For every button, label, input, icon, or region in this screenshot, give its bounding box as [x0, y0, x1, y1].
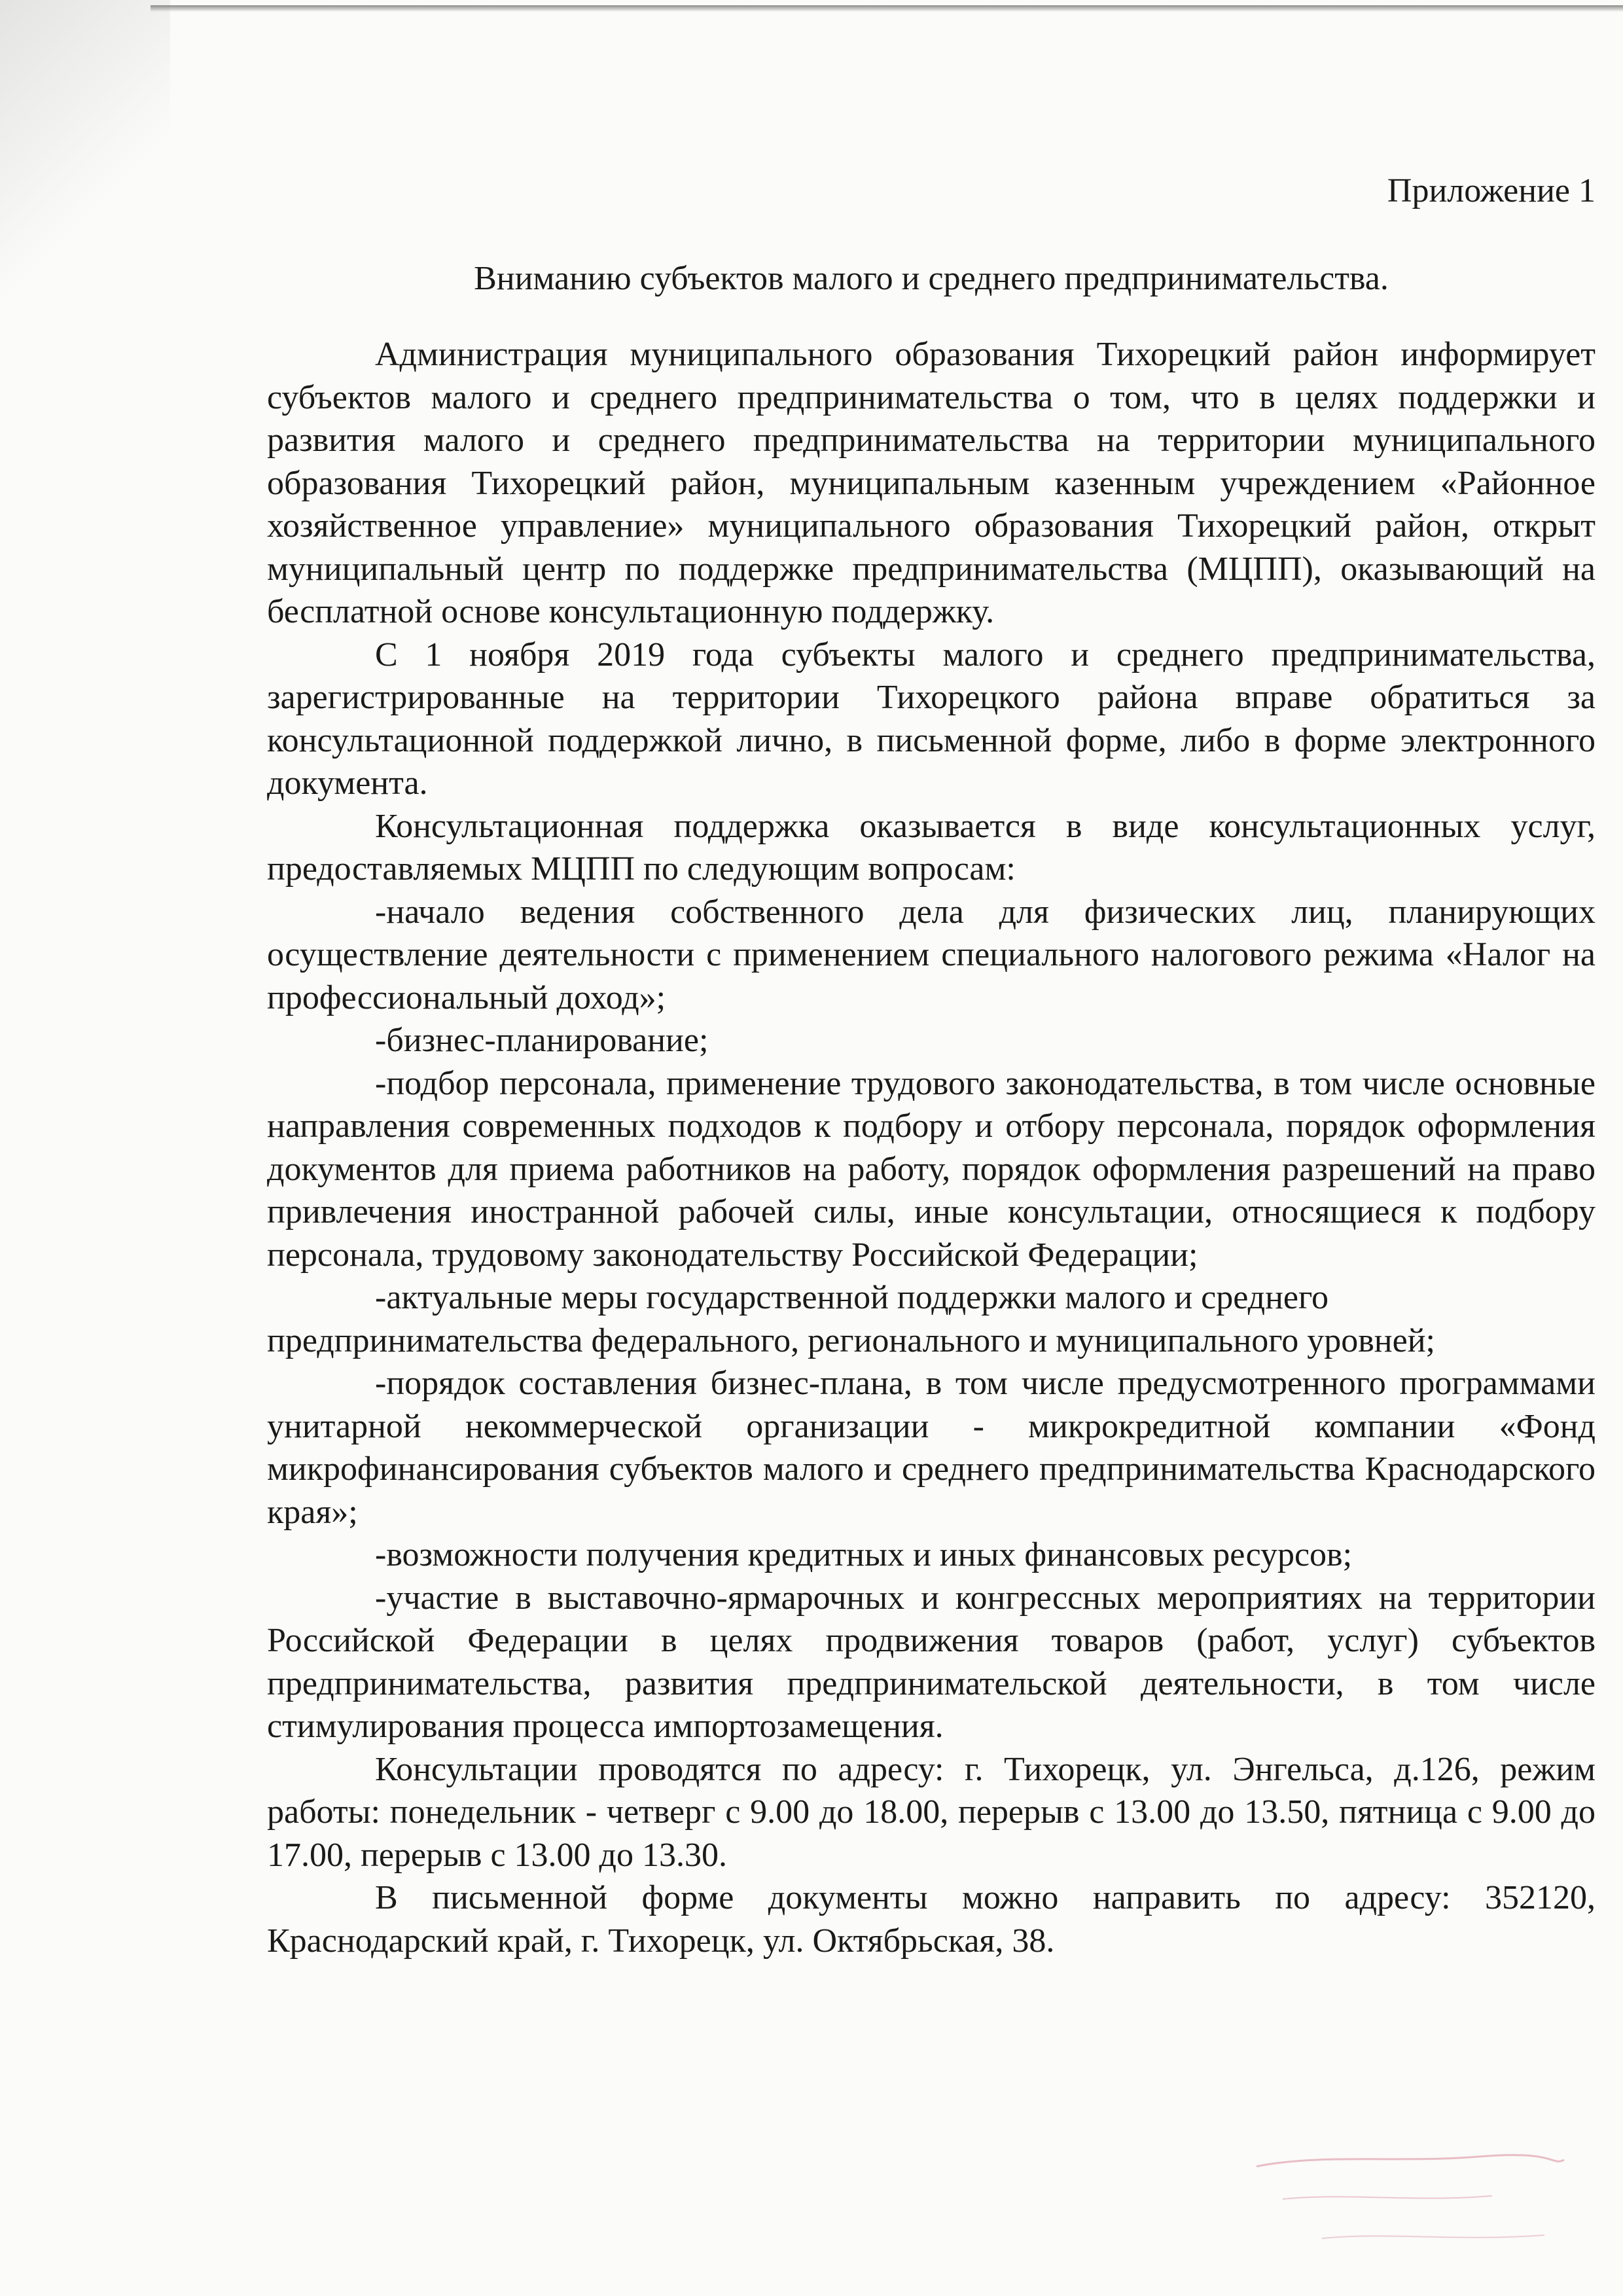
list-item-financing: -возможности получения кредитных и иных финансовых ресурсов; — [375, 1536, 1353, 1573]
paragraph-eligibility: С 1 ноября 2019 года субъекты малого и среднего предпринимательства, зарегистрированные на территории Тихорецкого района вправе обратиться за консультационной поддержкой лично, в письменной форме, либо в форме электронного документа. — [267, 636, 1596, 802]
list-item-own-business: -начало ведения собственного дела для физических лиц, планирующих осуществление деятельности с применением специального налогового режима «Налог на профессиональный доход»; — [267, 893, 1596, 1016]
list-item-business-plan: -порядок составления бизнес-плана, в том числе предусмотренного программами унитарной некоммерческой организации - микрокредитной компании «Фонд микрофинансирования субъектов малого и среднего предпринимательства Краснодарского края»; — [267, 1365, 1596, 1531]
document-page — [267, 167, 1596, 2229]
appendix-label: Приложение 1 — [1387, 172, 1596, 209]
scan-edge-shadow — [151, 5, 1623, 12]
scan-corner-shade — [0, 0, 170, 340]
document-title: Вниманию субъектов малого и среднего предпринимательства. — [474, 260, 1389, 297]
paragraph-intro: Администрация муниципального образования Тихорецкий район информирует субъектов малого и среднего предпринимательства о том, что в целях поддержки и развития малого и среднего предпринимательства на территории муниципального образования Тихорецкий район, муниципальным казенным учреждением «Районное хозяйственное управление» муниципального образования Тихорецкий район, открыт муниципальный центр по поддержке предпринимательства (МЦПП), оказывающий на бесплатной основе консультационную поддержку. — [267, 336, 1596, 630]
paragraph-services-intro: Консультационная поддержка оказывается в виде консультационных услуг, предоставляемых МЦПП по следующим вопросам: — [267, 807, 1596, 888]
paragraph-consultation-address: Консультации проводятся по адресу: г. Тихорецк, ул. Энгельса, д.126, режим работы: понедельник - четверг с 9.00 до 18.00, перерыв с 13.00 до 13.50, пятница с 9.00 до 17.00, перерыв с 13.00 до 13.30. — [267, 1750, 1596, 1874]
list-item-business-planning: -бизнес-планирование; — [375, 1022, 709, 1059]
list-item-personnel: -подбор персонала, применение трудового законодательства, в том числе основные направления современных подходов к подбору и отбору персонала, порядок оформления документов для приема работников на работу, порядок оформления разрешений на право привлечения иностранной рабочей силы, иные консультации, относящиеся к подбору персонала, трудовому законодательству Российской Федерации; — [267, 1064, 1596, 1274]
list-item-exhibitions: -участие в выставочно-ярмарочных и конгрессных мероприятиях на территории Российской Федерации в целях продвижения товаров (работ, услуг) субъектов предпринимательства, развития предпринимательской деятельности, в том числе стимулирования процесса импортозамещения. — [267, 1579, 1596, 1745]
list-item-state-support: -актуальные меры государственной поддержки малого и среднего предпринимательства федерального, регионального и муниципального уровней; — [267, 1279, 1435, 1359]
paragraph-mail-address: В письменной форме документы можно направить по адресу: 352120, Краснодарский край, г. Тихорецк, ул. Октябрьская, 38. — [267, 1879, 1596, 1960]
